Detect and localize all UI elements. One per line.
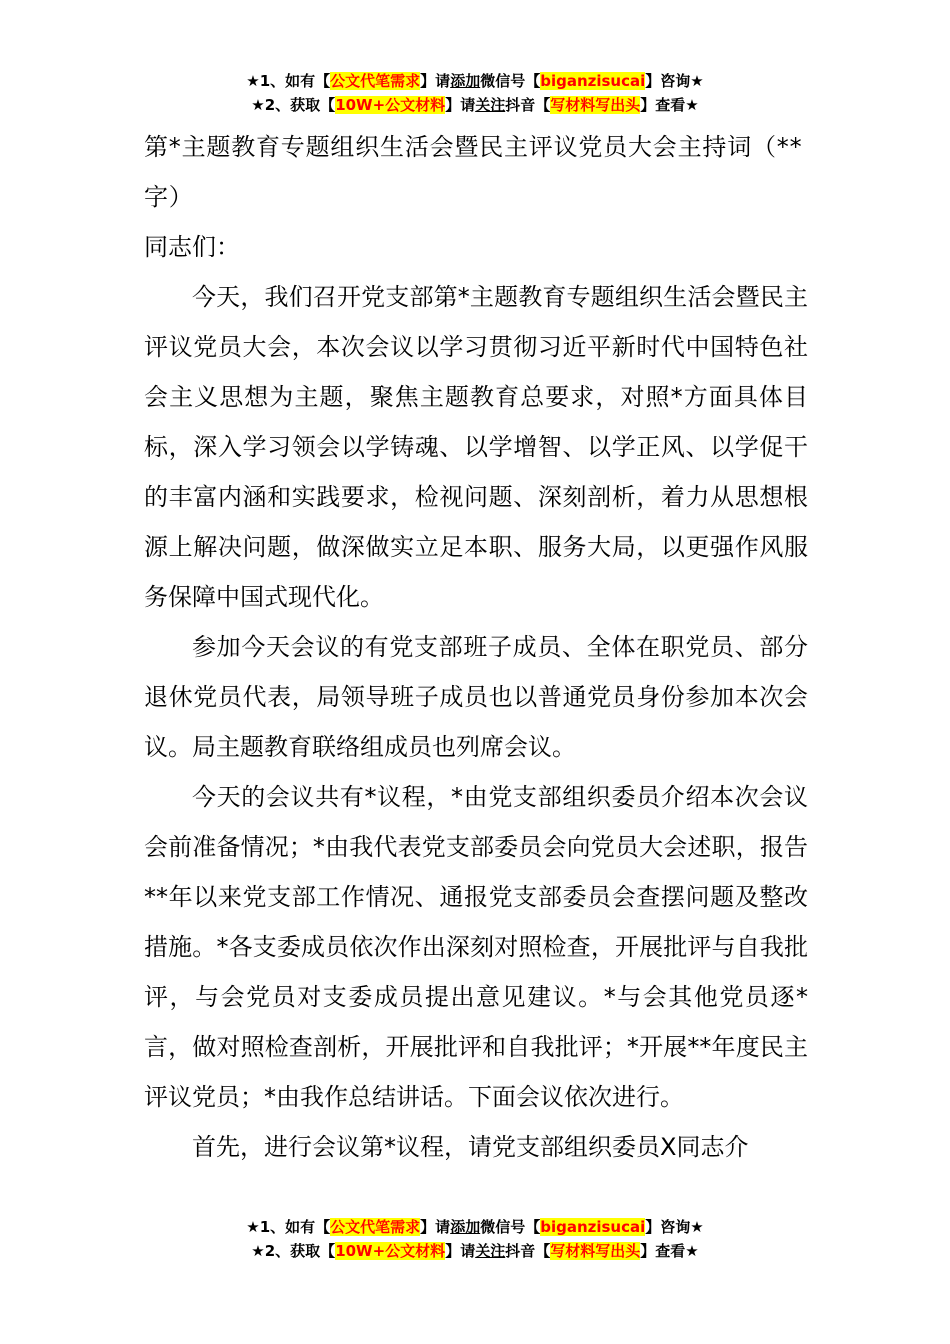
banner-highlight: 10W+公文材料 <box>335 96 446 114</box>
paragraph: 今天，我们召开党支部第*主题教育专题组织生活会暨民主评议党员大会，本次会议以学习贯彻习近平新时代中国特色社会主义思想为主题，聚焦主题教育总要求，对照*方面具体目标，深入学习领会以学铸魂、以学增智、以学正风、以学促干的丰富内涵和实践要求，检视问题、深刻剖析，着力从思想根源上解决问题，做深做实立足本职、服务大局，以更强作风服务保障中国式现代化。 <box>144 283 808 611</box>
banner-emphasis: 关注 <box>475 1242 506 1260</box>
banner-text: 抖音【 <box>505 96 551 114</box>
banner-highlight: biganzisucai <box>540 72 646 90</box>
banner-text: ★2、获取【 <box>251 96 336 114</box>
banner-text: 微信号【 <box>480 72 541 90</box>
banner-highlight: 写材料写出头 <box>550 96 641 114</box>
banner-highlight: 公文代笔需求 <box>330 1218 421 1236</box>
banner-text: ★1、如有【 <box>246 72 331 90</box>
banner-highlight: 10W+公文材料 <box>335 1242 446 1260</box>
banner-text: 】咨询★ <box>645 72 704 90</box>
banner-highlight: biganzisucai <box>540 1218 646 1236</box>
banner-line-2 <box>0 1240 950 1264</box>
paragraph: 首先，进行会议第*议程，请党支部组织委员X同志介 <box>192 1133 749 1161</box>
banner-highlight: 公文代笔需求 <box>330 72 421 90</box>
greeting: 同志们： <box>144 233 240 261</box>
banner-text: 微信号【 <box>480 1218 541 1236</box>
banner-text: 】请 <box>420 72 451 90</box>
banner-emphasis: 关注 <box>475 96 506 114</box>
header-banner <box>0 70 950 118</box>
banner-text: ★2、获取【 <box>251 1242 336 1260</box>
banner-emphasis: 添加 <box>450 72 481 90</box>
banner-text: 】查看★ <box>640 1242 699 1260</box>
banner-line-1 <box>0 1216 950 1240</box>
banner-text: 】请 <box>445 96 476 114</box>
banner-line-2 <box>0 94 950 118</box>
banner-emphasis: 添加 <box>450 1218 481 1236</box>
document-title: 第*主题教育专题组织生活会暨民主评议党员大会主持词（**字） <box>144 133 803 211</box>
footer-banner <box>0 1216 950 1264</box>
paragraph: 参加今天会议的有党支部班子成员、全体在职党员、部分退休党员代表，局领导班子成员也以普通党员身份参加本次会议。局主题教育联络组成员也列席会议。 <box>144 633 808 761</box>
paragraph: 今天的会议共有*议程，*由党支部组织委员介绍本次会议会前准备情况；*由我代表党支部委员会向党员大会述职，报告**年以来党支部工作情况、通报党支部委员会查摆问题及整改措施。*各支委成员依次作出深刻对照检查，开展批评与自我批评，与会党员对支委成员提出意见建议。*与会其他党员逐*言，做对照检查剖析，开展批评和自我批评；*开展**年度民主评议党员；*由我作总结讲话。下面会议依次进行。 <box>144 783 808 1111</box>
banner-line-1 <box>0 70 950 94</box>
banner-text: 】请 <box>420 1218 451 1236</box>
banner-highlight: 写材料写出头 <box>550 1242 641 1260</box>
document-body <box>144 122 808 1172</box>
banner-text: 】咨询★ <box>645 1218 704 1236</box>
banner-text: 】请 <box>445 1242 476 1260</box>
banner-text: 】查看★ <box>640 96 699 114</box>
banner-text: ★1、如有【 <box>246 1218 331 1236</box>
banner-text: 抖音【 <box>505 1242 551 1260</box>
